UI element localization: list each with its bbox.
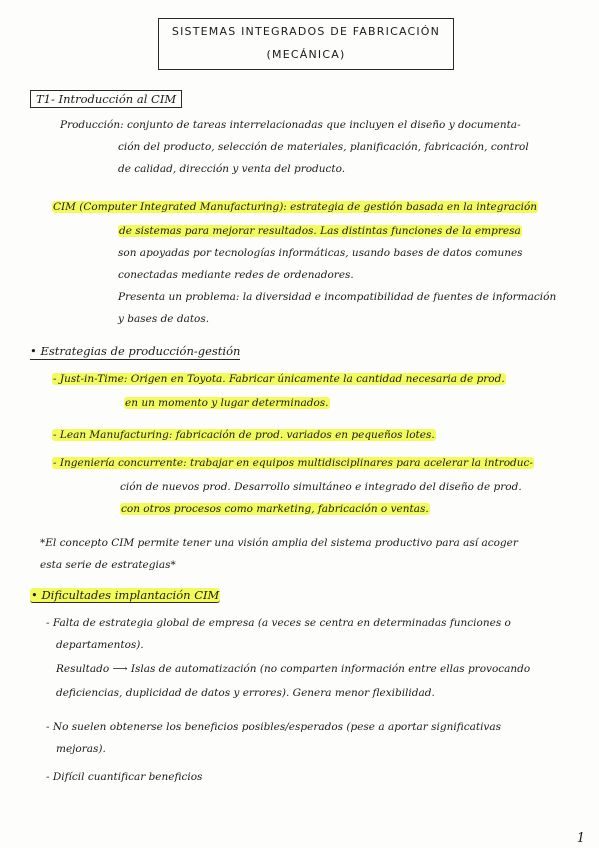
lean-line: - Lean Manufacturing: fabricación de prod. variados en pequeños lotes. (53, 429, 435, 441)
beneficios-line-1: - No suelen obtenerse los beneficios posibles/esperados (pese a aportar significativas (46, 721, 502, 733)
section-heading-dificultades: • Dificultades implantación CIM (31, 588, 220, 602)
cim-definition-line-2: de sistemas para mejorar resultados. Las distintas funciones de la empresa (119, 225, 521, 237)
resultado-line-2: deficiencias, duplicidad de datos y errores). Genera menor flexibilidad. (56, 687, 435, 699)
ingenieria-line-1: - Ingeniería concurrente: trabajar en equipos multidisciplinares para acelerar la introduc- (53, 457, 533, 469)
dificil-line: - Difícil cuantificar beneficios (46, 771, 203, 783)
note-line-2: esta serie de estrategias* (40, 559, 176, 571)
title-line-1: SISTEMAS INTEGRADOS DE FABRICACIÓN (171, 25, 441, 38)
produccion-line-3: de calidad, dirección y venta del producto. (118, 163, 346, 175)
falta-line-2: departamentos). (56, 639, 144, 651)
section-heading-intro: T1- Introducción al CIM (30, 92, 182, 106)
cim-definition-line-4: conectadas mediante redes de ordenadores. (118, 269, 354, 281)
title-line-2: (MECÁNICA) (266, 48, 346, 61)
page-number: 1 (576, 831, 585, 846)
produccion-line-2: ción del producto, selección de materiales, planificación, fabricación, control (118, 141, 529, 153)
note-line-1: *El concepto CIM permite tener una visión amplia del sistema productivo para así acoger (40, 537, 518, 549)
title-box (158, 18, 454, 70)
beneficios-line-2: mejoras). (56, 743, 106, 755)
cim-definition-line-5: Presenta un problema: la diversidad e incompatibilidad de fuentes de información (118, 291, 557, 303)
cim-definition-line-6: y bases de datos. (118, 313, 210, 325)
resultado-line-1: Resultado ⟶ Islas de automatización (no comparten información entre ellas provocando (56, 663, 531, 675)
ingenieria-line-3: con otros procesos como marketing, fabricación o ventas. (121, 503, 429, 515)
cim-definition-line-1: CIM (Computer Integrated Manufacturing): estrategia de gestión basada en la integración (53, 201, 538, 213)
section-heading-estrategias: • Estrategias de producción-gestión (30, 344, 241, 358)
jit-line-2: en un momento y lugar determinados. (125, 397, 329, 409)
cim-definition-line-3: son apoyadas por tecnologías informáticas, usando bases de datos comunes (118, 247, 523, 259)
jit-line-1: - Just-in-Time: Origen en Toyota. Fabricar únicamente la cantidad necesaria de prod. (53, 373, 505, 385)
falta-line-1: - Falta de estrategia global de empresa (a veces se centra en determinadas funciones o (46, 617, 511, 629)
produccion-line-1: Producción: conjunto de tareas interrelacionadas que incluyen el diseño y documenta- (60, 119, 521, 131)
ingenieria-line-2: ción de nuevos prod. Desarrollo simultáneo e integrado del diseño de prod. (120, 481, 522, 493)
